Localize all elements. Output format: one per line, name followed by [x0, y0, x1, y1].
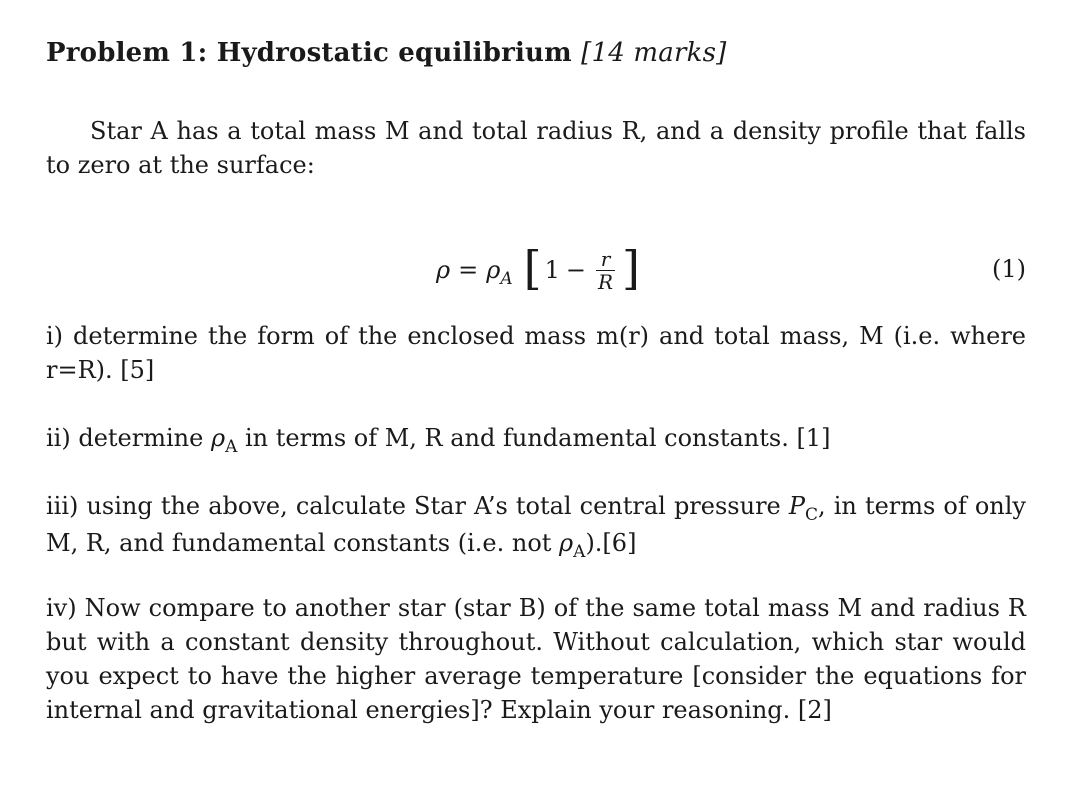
density-equation: [436, 235, 643, 305]
part-ii: [46, 421, 1026, 458]
part-ii-prefix: ii) determine: [46, 424, 211, 452]
part-i: i) determine the form of the enclosed mass m(r) and total mass, M (i.e. where r=R). [5]: [46, 322, 1026, 384]
part-iii-rho: ρ: [559, 529, 574, 557]
eq-frac-den: R: [597, 269, 614, 294]
eq-rho-a-symbol: ρ: [486, 256, 501, 284]
part-iii-suffix: ).[6]: [585, 529, 637, 557]
problem-marks: [14 marks]: [581, 38, 727, 68]
eq-equals: =: [458, 256, 479, 284]
part-iii-prefix: iii) using the above, calculate Star A’s total central pressure: [46, 492, 789, 520]
part-iii-middle: , in terms of only M, R, and fundamental constants (i.e. not: [46, 492, 1026, 557]
equation-number: (1): [992, 255, 1026, 283]
part-iii: [46, 489, 1026, 563]
problem-title: Problem 1: Hydrostatic equilibrium: [46, 38, 572, 68]
eq-rho-a-sub: A: [500, 269, 513, 289]
part-iii-pc-sub: C: [805, 505, 819, 525]
part-iv: iv) Now compare to another star (star B) of the same total mass M and radius R but with a constant density throughout. Without calculation, which star would you expect to have the higher average temperature [consider the equations for internal and gravitational energies]? Explain your reasoning. [2]: [46, 594, 1026, 724]
eq-one: 1: [544, 256, 560, 284]
eq-lhs-rho: ρ: [436, 256, 451, 284]
part-ii-sub: A: [225, 437, 238, 457]
eq-fraction: [596, 248, 615, 293]
intro-paragraph: Star A has a total mass M and total radius R, and a density profile that falls to zero at the surface:: [46, 117, 1026, 179]
eq-rho-a: [486, 256, 513, 289]
part-iii-pc: P: [788, 492, 805, 520]
part-ii-suffix: in terms of M, R and fundamental constants. [1]: [237, 424, 831, 452]
eq-open-bracket: [: [523, 241, 542, 295]
part-ii-rho: ρ: [210, 424, 226, 452]
eq-close-bracket: ]: [622, 241, 640, 295]
problem-heading: [46, 38, 726, 68]
problem-document: [46, 30, 1026, 770]
equation-row: [46, 235, 1026, 305]
part-iii-rho-sub: A: [573, 542, 586, 562]
eq-frac-num: r: [600, 246, 611, 271]
eq-minus: −: [565, 256, 586, 284]
